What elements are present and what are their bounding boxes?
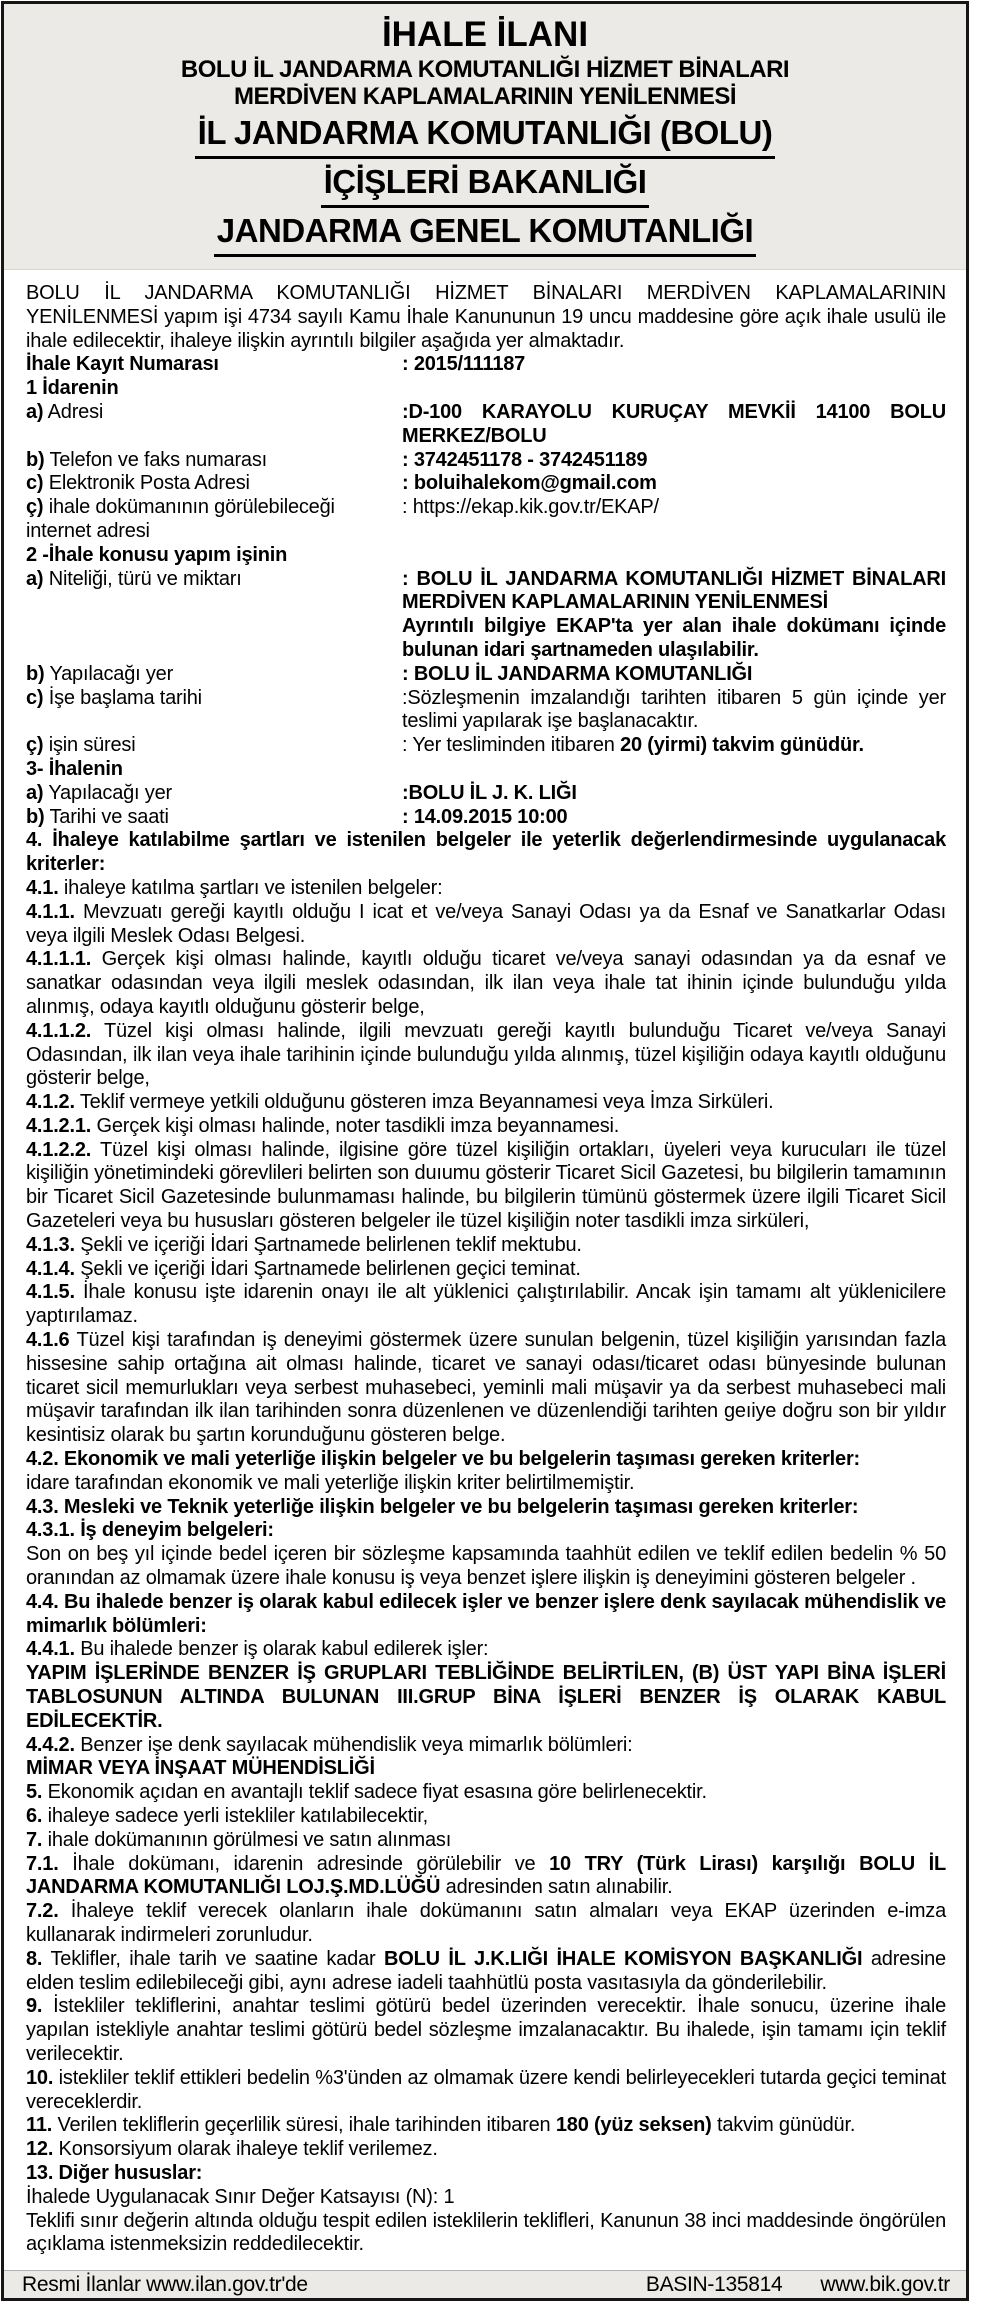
text-segment: 11. <box>26 2114 53 2137</box>
text-segment: Teklifler, ihale tarih ve saatine kadar <box>42 1947 384 1970</box>
kv-value <box>402 806 946 830</box>
text-segment: Şekli ve içeriği İdari Şartnamede belirlenen geçici teminat. <box>74 1257 581 1280</box>
body-paragraph <box>26 1948 946 1996</box>
text-segment: İhale konusu işte idarenin onayı ile alt yüklenici çalıştırılabilir. Ancak işin tamamı alt yüklenicilere yaptırılamaz. <box>26 1281 946 1328</box>
text-segment: b) <box>26 805 45 828</box>
body-paragraph <box>26 1329 946 1448</box>
text-segment: adresinden satın alınabilir. <box>440 1876 673 1899</box>
body-paragraph <box>26 1115 946 1139</box>
agency-line-text: İL JANDARMA KOMUTANLIĞI (BOLU) <box>195 110 776 159</box>
agency-line-2 <box>12 159 958 208</box>
kv-value-line <box>402 353 946 377</box>
kv-value-line <box>402 401 946 449</box>
text-segment: İhale Kayıt Numarası <box>26 353 219 376</box>
text-segment: ihale dokümanının görülmesi ve satın alınması <box>42 1828 452 1851</box>
agency-line-3 <box>12 208 958 257</box>
kv-label <box>26 734 402 758</box>
body-paragraph <box>26 1662 946 1733</box>
text-segment: 7. <box>26 1828 43 1851</box>
body-paragraph <box>26 2138 946 2162</box>
kv-value-line <box>402 449 946 473</box>
text-segment: a) <box>26 400 44 423</box>
body-paragraph <box>26 948 946 1019</box>
body-paragraph <box>26 1519 946 1543</box>
text-segment: Gerçek kişi olması halinde, kayıtlı olduğu ticaret ve/veya sanayi odasından ya da esnaf ve sanatkar odasından veya ilgili meslek odasından, ilk ilan veya ihale tat ihinin içinde bulunduğu yılda alınmış, odaya kayıtlı olduğunu gösterir belge, <box>26 948 946 1018</box>
kv-value-line <box>402 568 946 616</box>
kv-row <box>26 806 946 830</box>
text-segment: Telefon ve faks numarası <box>44 448 268 471</box>
kv-value <box>402 449 946 473</box>
text-segment: İhaleye teklif verecek olanların ihale dokümanını satın almaları veya EKAP üzerinden e-imza kullanarak indirmeleri zorunludur. <box>26 1900 946 1946</box>
body-paragraph <box>26 1900 946 1948</box>
kv-value-line <box>402 663 946 687</box>
text-segment: Bu ihalede benzer iş olarak kabul edilerek işler: <box>74 1638 489 1661</box>
text-segment: 4.1.5. <box>26 1281 75 1304</box>
kv-row <box>26 782 946 806</box>
text-segment: 4.3. Mesleki ve Teknik yeterliğe ilişkin belgeler ve bu belgelerin taşıması gereken kriterler: <box>26 1495 859 1518</box>
kv-value <box>402 734 946 758</box>
body-paragraph <box>26 1853 946 1901</box>
text-segment: ç) <box>26 734 44 757</box>
kv-value <box>402 663 946 687</box>
body-paragraph <box>26 1805 946 1829</box>
text-segment: İhalede Uygulanacak Sınır Değer Katsayısı (N): 1 <box>26 2185 455 2208</box>
body-paragraph <box>26 282 946 353</box>
kv-label <box>26 472 402 496</box>
body-paragraph <box>26 1734 946 1758</box>
kv-label <box>26 353 402 377</box>
text-segment: 4.1.1.1. <box>26 948 92 971</box>
kv-row <box>26 496 946 544</box>
body-paragraph <box>26 1281 946 1329</box>
kv-value-line <box>402 734 946 758</box>
text-segment: BOLU İL JANDARMA KOMUTANLIĞI HİZMET BİNALARI MERDİVEN KAPLAMALARININ YENİLENMESİ yapım işi 4734 sayılı Kamu İhale Kanununun 19 uncu maddesine göre açık ihale usulü ile ihale edilecektir, ihaleye ilişkin ayrıntılı bilgiler aşağıda yer almaktadır. <box>26 282 946 352</box>
kv-label <box>26 449 402 473</box>
body-paragraph <box>26 758 946 782</box>
body-paragraph <box>26 2210 946 2258</box>
text-segment: c) <box>26 472 44 495</box>
text-segment: c) <box>26 686 44 709</box>
kv-value-line <box>402 615 946 663</box>
body-paragraph <box>26 1448 946 1472</box>
text-segment: 4.1.2.2. <box>26 1138 92 1161</box>
kv-label <box>26 496 402 544</box>
kv-row <box>26 449 946 473</box>
kv-label <box>26 687 402 711</box>
text-segment: 4.3.1. İş deneyim belgeleri: <box>26 1519 274 1542</box>
body-paragraph <box>26 1781 946 1805</box>
text-segment: 4.2. Ekonomik ve mali yeterliğe ilişkin belgeler ve bu belgelerin taşıması gereken kriterler: <box>26 1448 860 1471</box>
text-segment: 4.1.3. <box>26 1233 75 1256</box>
text-segment: 7.2. <box>26 1900 59 1923</box>
text-segment: Teklifi sınır değerin altında olduğu tespit edilen isteklilerin teklifleri, Kanunun 38 inci maddesinde öngörülen açıklama istenmeksizin reddedilecektir. <box>26 2209 946 2256</box>
text-segment: ç) <box>26 496 44 519</box>
announcement-header <box>4 4 966 270</box>
text-segment: adresine elden teslim edilebileceği gibi, aynı adrese iadeli taahhütlü posta vasıtasıyla da gönderilebilir. <box>26 1947 946 1994</box>
text-segment: : BOLU İL JANDARMA KOMUTANLIĞI HİZMET BİNALARI MERDİVEN KAPLAMALARININ YENİLENMESİ <box>402 567 946 614</box>
body-paragraph <box>26 2067 946 2115</box>
text-segment: İstekliler tekliflerini, anahtar teslimi götürü bedel üzerinden verecektir. İhale sonucu, üzerine ihale yapılan istekliyle anahtar teslimi götürü bedel sözleşme imzalanacaktır. Bu ihalede, işin tamamı için teklif verilecektir. <box>26 1995 946 2065</box>
body-paragraph <box>26 2162 946 2186</box>
kv-label <box>26 806 402 830</box>
text-segment: Ayrıntılı bilgiye EKAP'ta yer alan ihale dokümanı içinde bulunan idari şartnameden ulaşılabilir. <box>402 615 946 661</box>
text-segment: 1 İdarenin <box>26 377 119 400</box>
kv-value <box>402 496 946 520</box>
body-paragraph <box>26 1258 946 1282</box>
text-segment: : BOLU İL JANDARMA KOMUTANLIĞI <box>402 662 753 685</box>
text-segment: Benzer işe denk sayılacak mühendislik veya mimarlık bölümleri: <box>74 1733 633 1756</box>
kv-label <box>26 663 402 687</box>
text-segment: Tüzel kişi olması halinde, ilgili mevzuatı gereği kayıtlı bulunduğu Ticaret ve/veya Sanayi Odasından, ilk ilan veya ihale tarihinin içinde bulunduğu yılda alınmış, tüzel kişiliğin odaya kayıtlı olduğunu gösterir belge, <box>26 1019 946 1090</box>
body-paragraph <box>26 1995 946 2066</box>
text-segment: 12. <box>26 2138 54 2161</box>
body-paragraph <box>26 2114 946 2138</box>
page-title: İHALE İLANI <box>381 15 589 54</box>
text-segment: :D-100 KARAYOLU KURUÇAY MEVKİİ 14100 BOLU MERKEZ/BOLU <box>402 400 946 447</box>
text-segment: a) <box>26 781 44 804</box>
text-segment: 5. <box>26 1781 43 1804</box>
text-segment: : 2015/111187 <box>402 353 526 376</box>
agency-line-text: JANDARMA GENEL KOMUTANLIĞI <box>214 208 756 257</box>
body-paragraph <box>26 1234 946 1258</box>
text-segment: ihale dokümanının görülebileceği internet adresi <box>26 496 335 542</box>
text-segment: BOLU İL J.K.LIĞI İHALE KOMİSYON BAŞKANLIĞI <box>384 1947 863 1970</box>
body-paragraph <box>26 1638 946 1662</box>
text-segment: Elektronik Posta Adresi <box>43 472 250 495</box>
body-paragraph <box>26 1757 946 1781</box>
kv-value-line <box>402 496 946 520</box>
kv-value-line <box>402 806 946 830</box>
body-paragraph <box>26 1472 946 1496</box>
text-segment: takvim günüdür. <box>711 2114 856 2137</box>
footer-left-text: Resmi İlanlar www.ilan.gov.tr'de <box>22 2272 308 2296</box>
kv-row <box>26 663 946 687</box>
text-segment: 4.4. Bu ihalede benzer iş olarak kabul edilecek işler ve benzer işlere denk sayılacak mühendislik ve mimarlık bölümleri: <box>26 1590 946 1637</box>
text-segment: 4.1.2. <box>26 1091 75 1114</box>
kv-row <box>26 568 946 663</box>
kv-value <box>402 568 946 663</box>
text-segment: : 14.09.2015 10:00 <box>402 805 568 828</box>
text-segment: idare tarafından ekonomik ve mali yeterliğe ilişkin kriter belirtilmemiştir. <box>26 1471 635 1494</box>
text-segment: 180 (yüz seksen) <box>555 2114 712 2137</box>
agency-line-1 <box>12 110 958 159</box>
text-segment: 4.1.6 <box>26 1329 70 1352</box>
kv-label <box>26 782 402 806</box>
text-segment: Adresi <box>43 400 104 423</box>
body-content <box>4 270 966 2270</box>
text-segment: Şekli ve içeriği İdari Şartnamede belirlenen teklif mektubu. <box>74 1233 582 1256</box>
body-paragraph <box>26 877 946 901</box>
text-segment: 2 -İhale konusu yapım işinin <box>26 543 288 566</box>
press-code: BASIN-135814 <box>645 2272 783 2296</box>
text-segment: Yapılacağı yer <box>44 662 174 685</box>
header-subtitle-2: MERDİVEN KAPLAMALARININ YENİLENMESİ <box>233 83 737 110</box>
body-paragraph <box>26 1829 946 1853</box>
text-segment: : Yer tesliminden itibaren <box>402 734 621 757</box>
text-segment: Ekonomik açıdan en avantajlı teklif sadece fiyat esasına göre belirlenecektir. <box>42 1781 707 1804</box>
text-segment: 4.1.2.1. <box>26 1114 92 1137</box>
text-segment: :Sözleşmenin imzalandığı tarihten itibaren 5 gün içinde yer teslimi yapılarak işe başlanacaktır. <box>402 686 946 733</box>
body-paragraph <box>26 1020 946 1091</box>
body-paragraph <box>26 2186 946 2210</box>
text-segment: 10. <box>26 2066 54 2089</box>
text-segment: : boluihalekom@gmail.com <box>402 472 657 495</box>
body-paragraph <box>26 829 946 877</box>
text-segment: 20 (yirmi) takvim günüdür. <box>620 734 864 757</box>
text-segment: 4.4.2. <box>26 1733 75 1756</box>
kv-value-line <box>402 687 946 735</box>
kv-value <box>402 353 946 377</box>
kv-value-line <box>402 472 946 496</box>
body-paragraph <box>26 377 946 401</box>
text-segment: 4. İhaleye katılabilme şartları ve istenilen belgeler ile yeterlik değerlendirmesinde uygulanacak kriterler: <box>26 829 946 876</box>
text-segment: 6. <box>26 1805 43 1827</box>
footer-right-url: www.bik.gov.tr <box>820 2272 950 2296</box>
text-segment: 7.1. <box>26 1852 59 1875</box>
text-segment: 4.1. <box>26 876 59 899</box>
body-paragraph <box>26 544 946 568</box>
text-segment: : 3742451178 - 3742451189 <box>402 448 648 471</box>
text-segment: 4.1.4. <box>26 1257 75 1280</box>
kv-value <box>402 782 946 806</box>
agency-line-text: İÇİŞLERİ BAKANLIĞI <box>321 159 650 208</box>
text-segment: ihaleye sadece yerli istekliler katılabilecektir, <box>42 1805 429 1827</box>
text-segment: : https://ekap.kik.gov.tr/EKAP/ <box>402 496 659 519</box>
text-segment: işin süresi <box>43 734 136 757</box>
text-segment: ihaleye katılma şartları ve istenilen belgeler: <box>58 876 443 899</box>
text-segment: İşe başlama tarihi <box>43 686 202 709</box>
announcement-sheet <box>1 1 969 2301</box>
header-subtitle-1: BOLU İL JANDARMA KOMUTANLIĞI HİZMET BİNALARI <box>180 56 790 83</box>
text-segment: Mevzuatı gereği kayıtlı olduğu I icat et ve/veya Sanayi Odası ya da Esnaf ve Sanatkarlar Odası veya ilgili Meslek Odası Belgesi. <box>26 900 946 947</box>
text-segment: Niteliği, türü ve miktarı <box>43 567 242 590</box>
text-segment: Teklif vermeye yetkili olduğunu gösteren imza Beyannamesi veya İmza Sirküleri. <box>74 1091 774 1114</box>
text-segment: MİMAR VEYA İNŞAAT MÜHENDİSLİĞİ <box>26 1757 375 1780</box>
body-paragraph <box>26 1543 946 1591</box>
kv-label <box>26 401 402 425</box>
text-segment: b) <box>26 662 45 685</box>
kv-label <box>26 568 402 592</box>
text-segment: 8. <box>26 1947 43 1970</box>
text-segment: Tüzel kişi tarafından iş deneyimi göstermek üzere sunulan belgenin, tüzel kişiliğin yarısından fazla hissesine sahip ortağına ait olması halinde, ticaret ve sanayi odası/ticaret odası bünyesinde bulunan ticaret sicil memurlukları veya serbest muhasebeci, yeminli mali müşavir ya da serbest muhasebeci mali müşavir tarafından ilk ilan tarihinden sonra düzenlenen ve düzenlendiği tarihten geıiye doğru son bir yıldır kesintisiz olarak bu şartın korunduğunu gösteren belge. <box>26 1329 946 1447</box>
text-segment: YAPIM İŞLERİNDE BENZER İŞ GRUPLARI TEBLİĞİNDE BELİRTİLEN, (B) ÜST YAPI BİNA İŞLERİ TABLOSUNUN ALTINDA BULUNAN III.GRUP BİNA İŞLERİ BENZER İŞ OLARAK KABUL EDİLECEKTİR. <box>26 1662 946 1732</box>
kv-row <box>26 734 946 758</box>
kv-row <box>26 401 946 449</box>
text-segment: 10 TRY (Türk Lirası) karşılığı BOLU İL JANDARMA KOMUTANLIĞI LOJ.Ş.MD.LÜĞÜ <box>26 1852 946 1899</box>
text-segment: Konsorsiyum olarak ihaleye teklif verilemez. <box>53 2138 438 2161</box>
kv-value-line <box>402 782 946 806</box>
kv-value <box>402 472 946 496</box>
kv-value <box>402 401 946 449</box>
text-segment: :BOLU İL J. K. LIĞI <box>402 781 577 804</box>
text-segment: 4.1.1.2. <box>26 1019 92 1042</box>
kv-row <box>26 472 946 496</box>
text-segment: Tüzel kişi olması halinde, ilgisine göre tüzel kişiliğin ortakları, üyeleri veya kurucuları ile tüzel kişiliğin yönetimindeki görevlileri belirten son duıumu gösterir Ticaret Sicil Gazetesi, bu bilgilerin tamamının bir Ticaret Sicil Gazetesinde bulunmaması halinde, bu bilgilerin tümünü göstermek üzere ilgili Ticaret Sicil Gazeteleri veya bu hususları gösteren belgeler ile tüzel kişiliğin noter tasdikli imza sirküleri, <box>26 1138 946 1233</box>
footer-bar <box>4 2270 966 2298</box>
kv-value <box>402 687 946 735</box>
body-paragraph <box>26 1591 946 1639</box>
text-segment: a) <box>26 567 44 590</box>
text-segment: 4.4.1. <box>26 1638 75 1661</box>
body-paragraph <box>26 1496 946 1520</box>
kv-row <box>26 687 946 735</box>
text-segment: Tarihi ve saati <box>44 805 169 828</box>
text-segment: Yapılacağı yer <box>43 781 172 804</box>
body-paragraph <box>26 1139 946 1234</box>
text-segment: Verilen tekliflerin geçerlilik süresi, ihale tarihinden itibaren <box>52 2114 556 2137</box>
text-segment: istekliler teklif ettikleri bedelin %3'ünden az olmamak üzere kendi belirleyecekleri tutarda geçici teminat vereceklerdir. <box>26 2066 946 2113</box>
text-segment: 9. <box>26 1995 43 2018</box>
body-paragraph <box>26 901 946 949</box>
text-segment: b) <box>26 448 45 471</box>
text-segment: İhale dokümanı, idarenin adresinde görülebilir ve <box>58 1852 550 1875</box>
text-segment: 13. Diğer hususlar: <box>26 2161 203 2184</box>
kv-row <box>26 353 946 377</box>
text-segment: 4.1.1. <box>26 900 75 923</box>
body-paragraph <box>26 1091 946 1115</box>
text-segment: 3- İhalenin <box>26 757 123 780</box>
text-segment: Gerçek kişi olması halinde, noter tasdikli imza beyannamesi. <box>91 1114 620 1137</box>
footer-right-group <box>646 2272 950 2298</box>
text-segment: Son on beş yıl içinde bedel içeren bir sözleşme kapsamında taahhüt edilen ve teklif edilen bedelin % 50 oranından az olmamak üzere ihale konusu iş veya benzet işlere ilişkin iş deneyimini gösteren belgeler . <box>26 1543 946 1590</box>
